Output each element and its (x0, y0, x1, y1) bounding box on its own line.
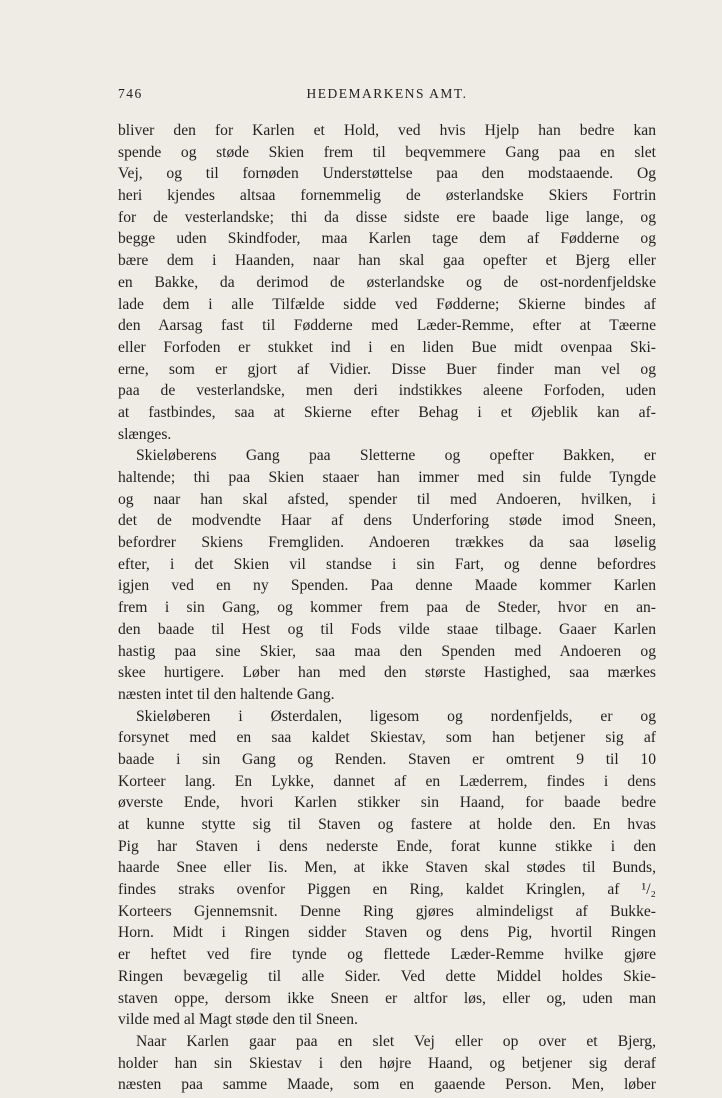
text-line: det de modvendte Haar af dens Underforing støde imod Sneen, (118, 512, 656, 530)
text-line: haarde Snee eller Iis. Men, at ikke Staven skal stødes til Bunds, (118, 859, 656, 877)
text-line: skee hurtigere. Løber han med den største Hastighed, saa mærkes (118, 664, 656, 682)
text-line: for de vesterlandske; thi da disse sidste ere baade lige lange, og (118, 208, 656, 226)
text-line: igjen ved en ny Spenden. Paa denne Maade kommer Karlen (118, 577, 656, 595)
text-line: Korteer lang. En Lykke, dannet af en Læderrem, findes i dens (118, 772, 656, 790)
text-line: spende og støde Skien frem til beqvemmere Gang paa en slet (118, 143, 656, 161)
text-line: eller Forfoden er stukket ind i en liden Bue midt ovenpaa Ski- (118, 338, 656, 356)
text-line: Naar Karlen gaar paa en slet Vej eller op over et Bjerg, (136, 1032, 656, 1050)
text-line: forsynet med en saa kaldet Skiestav, som han betjener sig af (118, 729, 656, 747)
text-line: Vej, og til fornøden Understøttelse paa den modstaaende. Og (118, 165, 656, 183)
running-title: HEDEMARKENS AMT. (306, 86, 468, 101)
body-text (118, 120, 656, 1096)
text-line: den baade til Hest og til Fods vilde staae tilbage. Gaaer Karlen (118, 620, 656, 638)
text-line: Horn. Midt i Ringen sidder Staven og dens Pig, hvortil Ringen (118, 924, 656, 942)
text-line: erne, som er gjort af Vidier. Disse Buer finder man vel og (118, 360, 656, 378)
text-line: bære dem i Haanden, naar han skal gaa opefter et Bjerg eller (118, 252, 656, 270)
text-line: vilde med al Magt støde den til Sneen. (118, 1011, 358, 1029)
text-line: efter, i det Skien vil standse i sin Fart, og denne befordres (118, 555, 656, 573)
text-line: frem i sin Gang, og kommer frem paa de Steder, hvor en an- (118, 599, 656, 617)
text-line: er heftet ved fire tynde og flettede Læder-Remme hvilke gjøre (118, 946, 656, 964)
text-line: øverste Ende, hvori Karlen stikker sin Haand, for baade bedre (118, 794, 656, 812)
text-line: slænges. (118, 425, 172, 443)
text-line: næsten paa samme Maade, som en gaaende Person. Men, løber (118, 1076, 656, 1094)
text-line: hastig paa sine Skier, saa maa den Spenden med Andoeren og (118, 642, 656, 660)
text-line: Skieløberens Gang paa Sletterne og opefter Bakken, er (136, 447, 656, 465)
text-line: holder han sin Skiestav i den højre Haand, og betjener sig deraf (118, 1054, 656, 1072)
text-line: findes straks ovenfor Piggen en Ring, kaldet Kringlen, af ¹/₂ (118, 881, 656, 899)
text-line: Pig har Staven i dens nederste Ende, forat kunne stikke i den (118, 837, 656, 855)
text-line: at fastbindes, saa at Skierne efter Behag i et Øjeblik kan af- (118, 403, 656, 421)
text-line: den Aarsag fast til Fødderne med Læder-Remme, efter at Tæerne (118, 317, 656, 335)
page-header (118, 86, 656, 108)
text-line: Korteers Gjennemsnit. Denne Ring gjøres almindeligst af Bukke- (118, 902, 656, 920)
text-line: og naar han skal afsted, spender til med Andoeren, hvilken, i (118, 490, 656, 508)
text-line: haltende; thi paa Skien staaer han immer med sin fulde Tyngde (118, 469, 656, 486)
text-line: lade dem i alle Tilfælde sidde ved Fødderne; Skierne bindes af (118, 295, 656, 313)
text-line: næsten intet til den haltende Gang. (118, 685, 335, 703)
text-line: Skieløberen i Østerdalen, ligesom og nordenfjelds, er og (136, 707, 656, 725)
text-line: at kunne stytte sig til Staven og fastere at holde den. En hvas (118, 816, 656, 833)
text-line: begge uden Skindfoder, maa Karlen tage dem af Fødderne og (118, 230, 656, 248)
text-line: en Bakke, da derimod de østerlandske og de ost-nordenfjeldske (118, 273, 656, 291)
text-line: bliver den for Karlen et Hold, ved hvis Hjelp han bedre kan (118, 122, 656, 139)
text-line: baade i sin Gang og Renden. Staven er omtrent 9 til 10 (118, 750, 656, 768)
text-line: paa de vesterlandske, men deri indstikkes aleene Forfoden, uden (118, 382, 656, 400)
text-line: heri kjendes altsaa fornemmelig de østerlandske Skiers Fortrin (118, 187, 656, 205)
page-number: 746 (118, 86, 143, 101)
text-line: befordrer Skiens Fremgliden. Andoeren trækkes da saa løselig (118, 534, 656, 552)
text-line: Ringen bevægelig til alle Sider. Ved dette Middel holdes Skie- (118, 967, 656, 985)
text-line: staven oppe, dersom ikke Sneen er altfor løs, eller og, uden man (118, 989, 656, 1007)
